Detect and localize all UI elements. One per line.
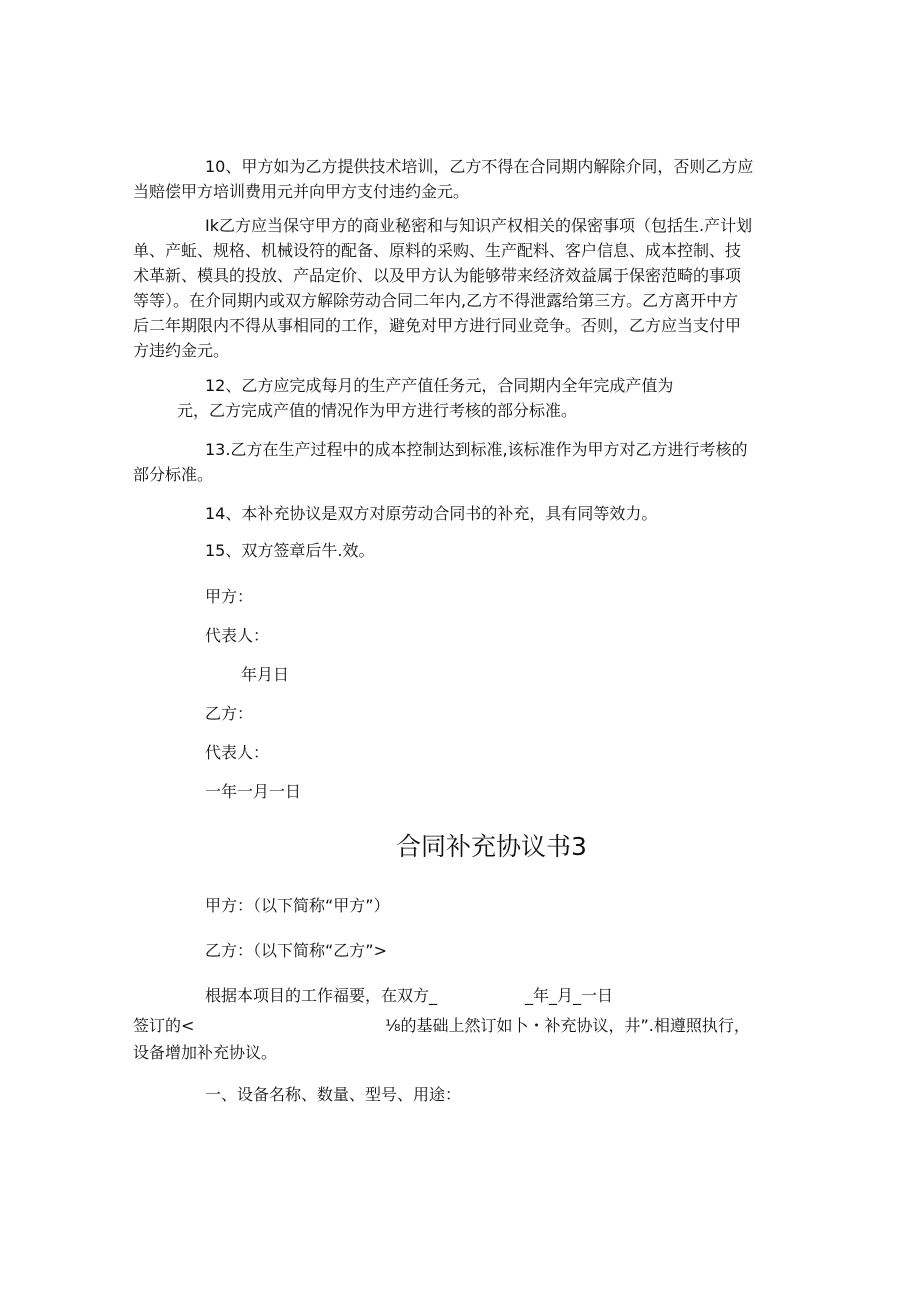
signature-date-b: 一年一月一日 [205, 782, 302, 801]
signature-party-a: 甲方： [205, 587, 254, 606]
intro-line-2-rest: ⅛的基础上然订如卜・补充协议，井”.相遵照执行， [385, 1016, 750, 1035]
item-one-heading: 一、设备名称、数量、型号、用途： [205, 1085, 462, 1104]
intro-line-2-start: 签订的< [133, 1016, 195, 1035]
intro-line-1-start: 根据本项目的工作福要，在双方_ [205, 986, 438, 1005]
clause-12-line-1: 12、乙方应完成每月的生产产值任务元，合同期内全年完成产值为 [205, 376, 674, 395]
signature-representative-b: 代表人： [205, 743, 270, 762]
signature-representative-a: 代表人： [205, 626, 270, 645]
clause-14: 14、本补充协议是双方对原劳动合同书的补充，具有同等效力。 [205, 504, 658, 523]
clause-12-line-2: 元，乙方完成产值的情况作为甲方进行考核的部分标准。 [177, 401, 578, 420]
party-a-definition: 甲方：（以下简称“甲方”） [205, 896, 390, 915]
clause-13-line-1: 13.乙方在生产过程中的成本控制达到标准,该标准作为甲方对乙方进行考核的 [205, 440, 748, 459]
clause-13-line-2: 部分标准。 [133, 465, 214, 484]
signature-date-a: 年月日 [241, 665, 290, 684]
section-title: 合同补充协议书3 [396, 832, 587, 861]
intro-line-3: 设备增加补充协议。 [133, 1043, 278, 1062]
clause-11-line-3: 术革新、模具的投放、产品定价、以及甲方认为能够带来经济效益属于保密范畸的事项 [133, 266, 742, 285]
party-b-definition: 乙方：（以下简称“乙方”> [205, 941, 387, 960]
signature-party-b: 乙方： [205, 704, 254, 723]
clause-10-line-1: 10、甲方如为乙方提供技术培训，乙方不得在合同期内解除介同，否则乙方应 [205, 157, 754, 176]
clause-11-line-6: 方违约金元。 [133, 341, 230, 360]
intro-line-1-date: _年_月_一日 [525, 986, 614, 1005]
clause-11-line-5: 后二年期限内不得从事相同的工作，避免对甲方进行同业竞争。否则，乙方应当支付甲 [133, 316, 742, 335]
clause-11-line-2: 单、产蚯、规格、机械设符的配备、原料的采购、生产配料、客户信息、成本控制、技 [133, 241, 742, 260]
clause-10-line-2: 当赔偿甲方培训费用元并向甲方支付违约金元。 [133, 182, 470, 201]
clause-11-line-4: 等等）。在介同期内或双方解除劳动合同二年内,乙方不得泄露给第三方。乙方离开中方 [133, 291, 739, 310]
clause-15: 15、双方签章后牛.效。 [205, 541, 375, 560]
clause-11-line-1: Ik乙方应当保守甲方的商业秘密和与知识产权相关的保密事项（包括生.产计划 [205, 216, 753, 235]
